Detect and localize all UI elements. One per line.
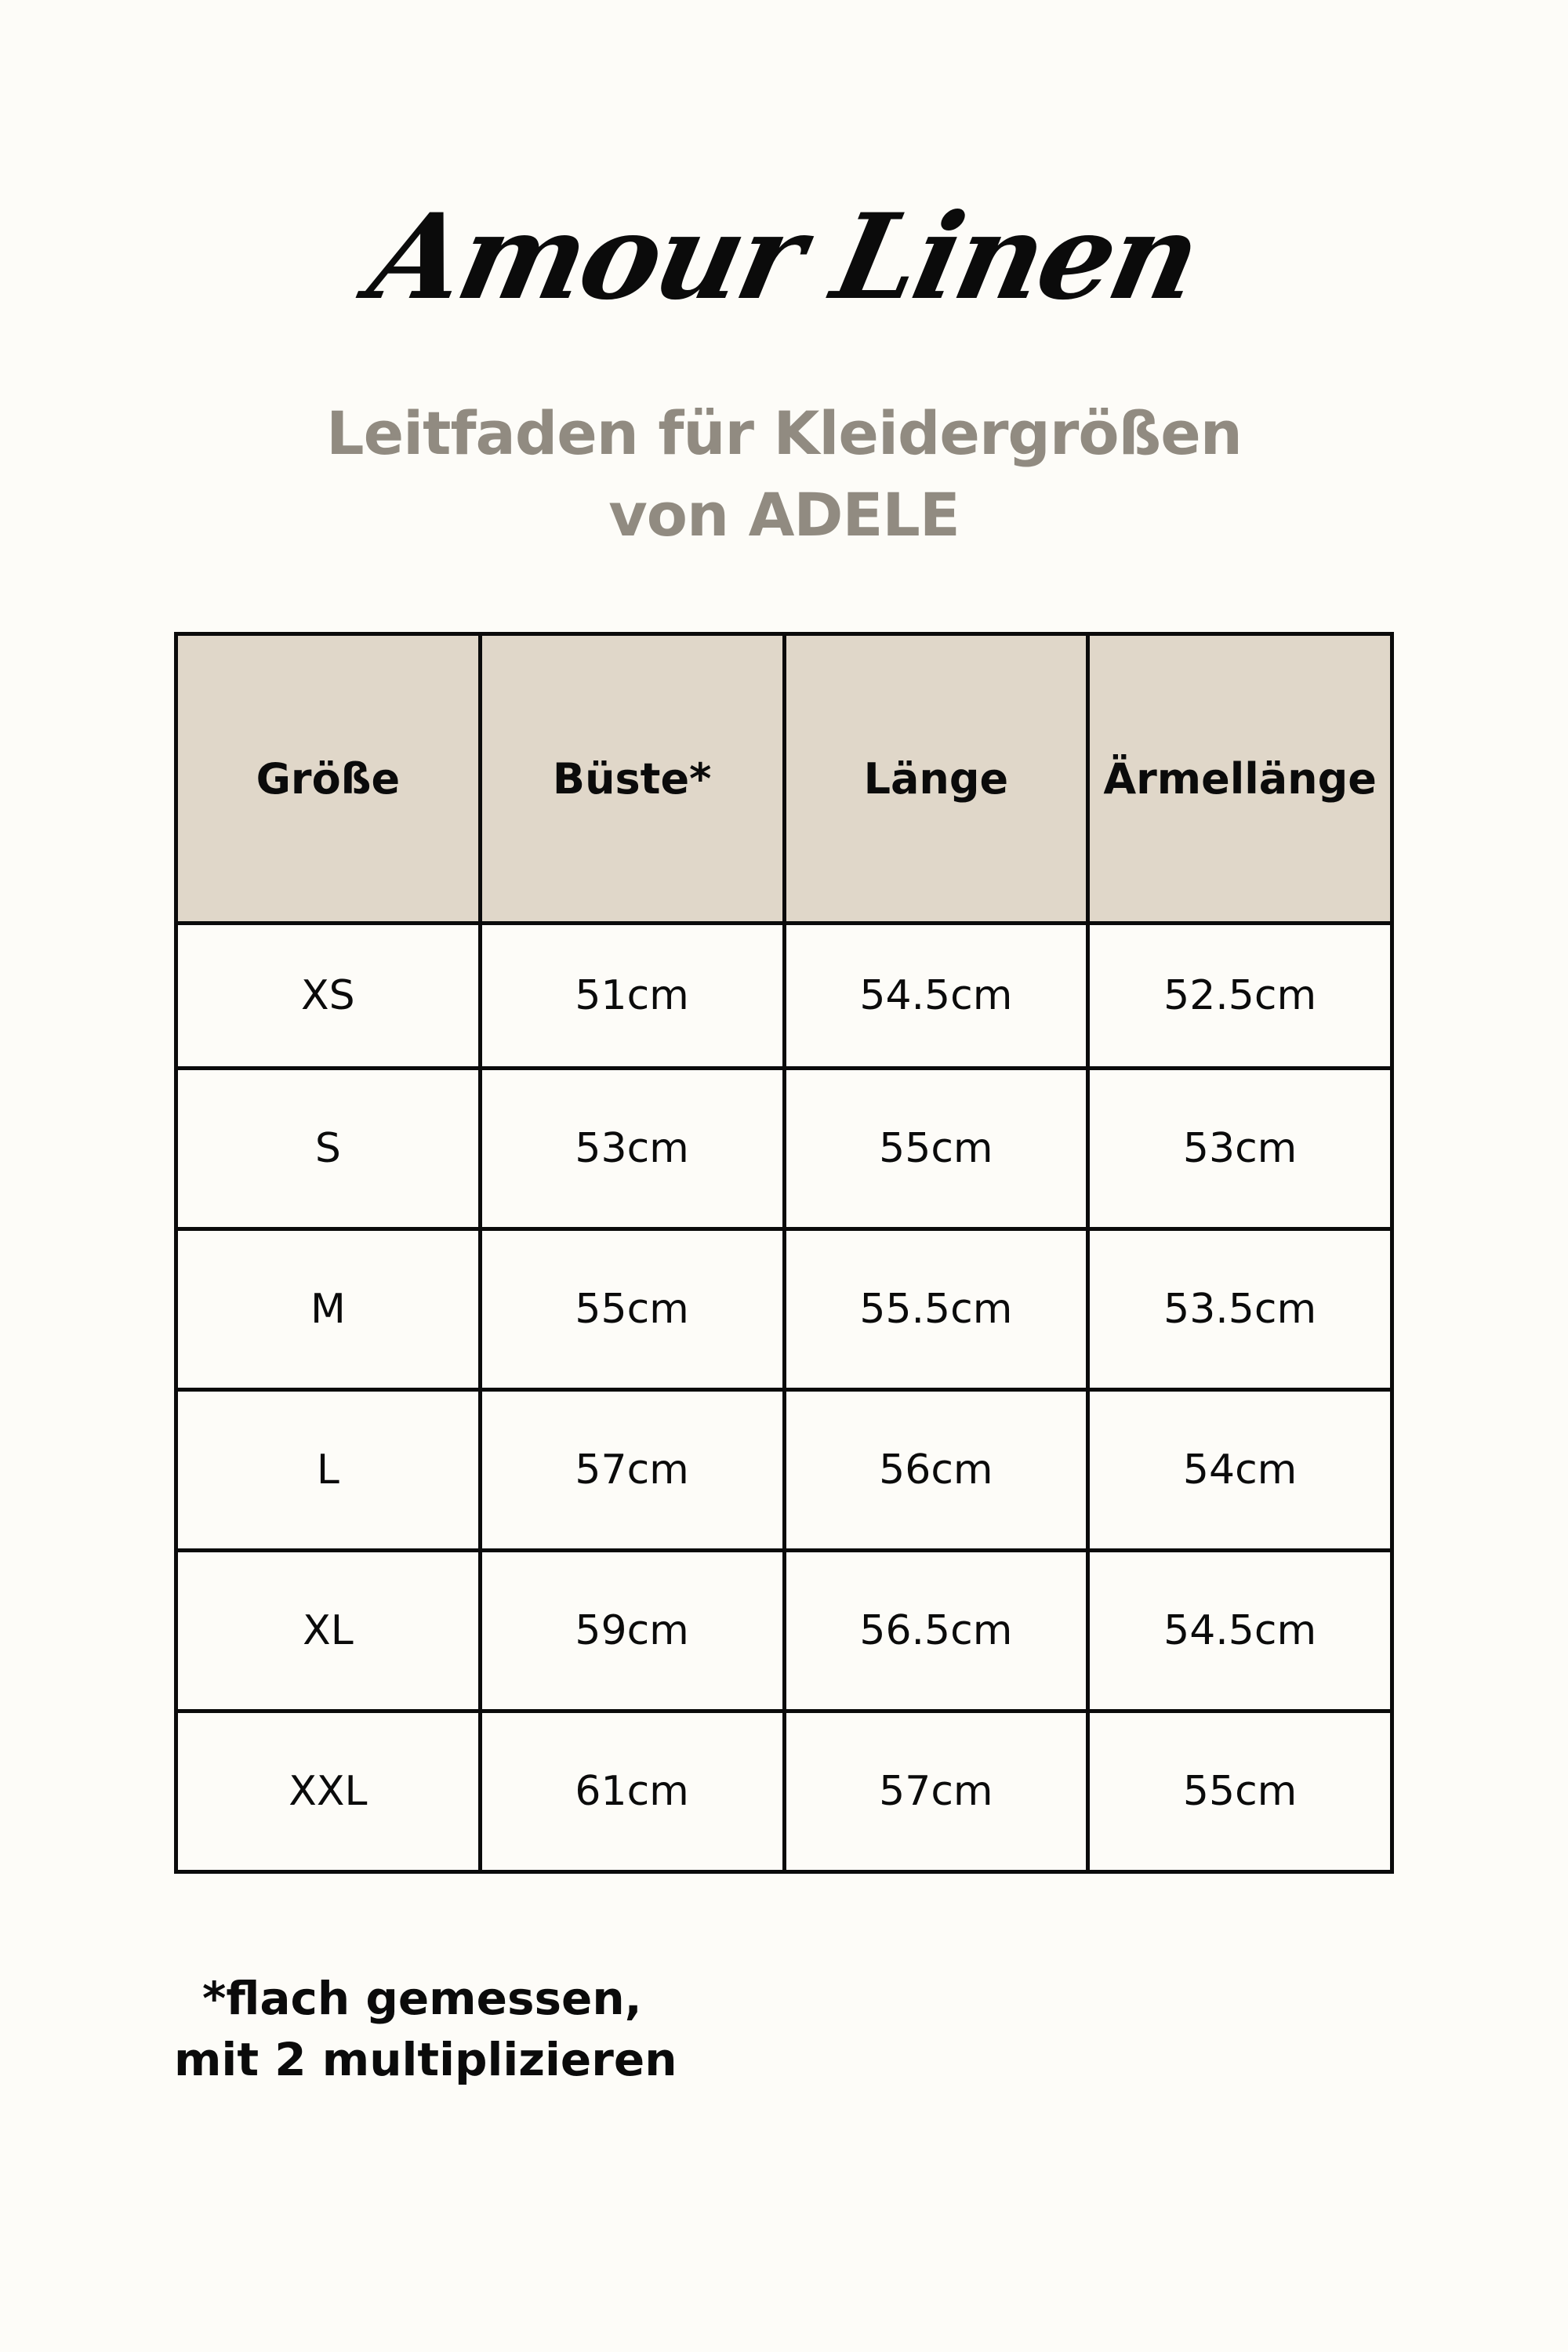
cell-length: 56.5cm	[784, 1551, 1088, 1711]
cell-sleeve-length: 53cm	[1088, 1069, 1392, 1229]
table-row	[176, 1551, 1392, 1711]
cell-bust: 57cm	[480, 1390, 784, 1551]
cell-size: M	[176, 1229, 481, 1390]
footnote-line-2: mit 2 multiplizieren	[174, 2033, 677, 2086]
table-header-row	[176, 634, 1392, 924]
cell-bust: 55cm	[480, 1229, 784, 1390]
size-chart-table	[174, 632, 1394, 1874]
cell-sleeve-length: 55cm	[1088, 1711, 1392, 1872]
cell-bust: 51cm	[480, 924, 784, 1069]
cell-bust: 59cm	[480, 1551, 784, 1711]
cell-length: 56cm	[784, 1390, 1088, 1551]
header-size: Größe	[176, 634, 481, 924]
header-sleeve-length: Ärmellänge	[1088, 634, 1392, 924]
table-row	[176, 1229, 1392, 1390]
page-title-line-1: Leitfaden für Kleidergrößen	[326, 398, 1242, 468]
cell-length: 55.5cm	[784, 1229, 1088, 1390]
table-row	[176, 924, 1392, 1069]
cell-size: XXL	[176, 1711, 481, 1872]
footnote-line-1: *flach gemessen,	[202, 1972, 642, 2025]
cell-length: 54.5cm	[784, 924, 1088, 1069]
cell-sleeve-length: 53.5cm	[1088, 1229, 1392, 1390]
brand-logo: Amour Linen	[358, 188, 1210, 326]
cell-sleeve-length: 54.5cm	[1088, 1551, 1392, 1711]
page-title-line-2: von ADELE	[608, 480, 960, 550]
cell-size: L	[176, 1390, 481, 1551]
footnote	[174, 1968, 677, 2090]
cell-sleeve-length: 52.5cm	[1088, 924, 1392, 1069]
cell-size: S	[176, 1069, 481, 1229]
table-row	[176, 1069, 1392, 1229]
cell-size: XS	[176, 924, 481, 1069]
cell-bust: 61cm	[480, 1711, 784, 1872]
cell-length: 55cm	[784, 1069, 1088, 1229]
cell-bust: 53cm	[480, 1069, 784, 1229]
cell-length: 57cm	[784, 1711, 1088, 1872]
table-row	[176, 1390, 1392, 1551]
cell-sleeve-length: 54cm	[1088, 1390, 1392, 1551]
header-length: Länge	[784, 634, 1088, 924]
cell-size: XL	[176, 1551, 481, 1711]
table-row	[176, 1711, 1392, 1872]
header-bust: Büste*	[480, 634, 784, 924]
